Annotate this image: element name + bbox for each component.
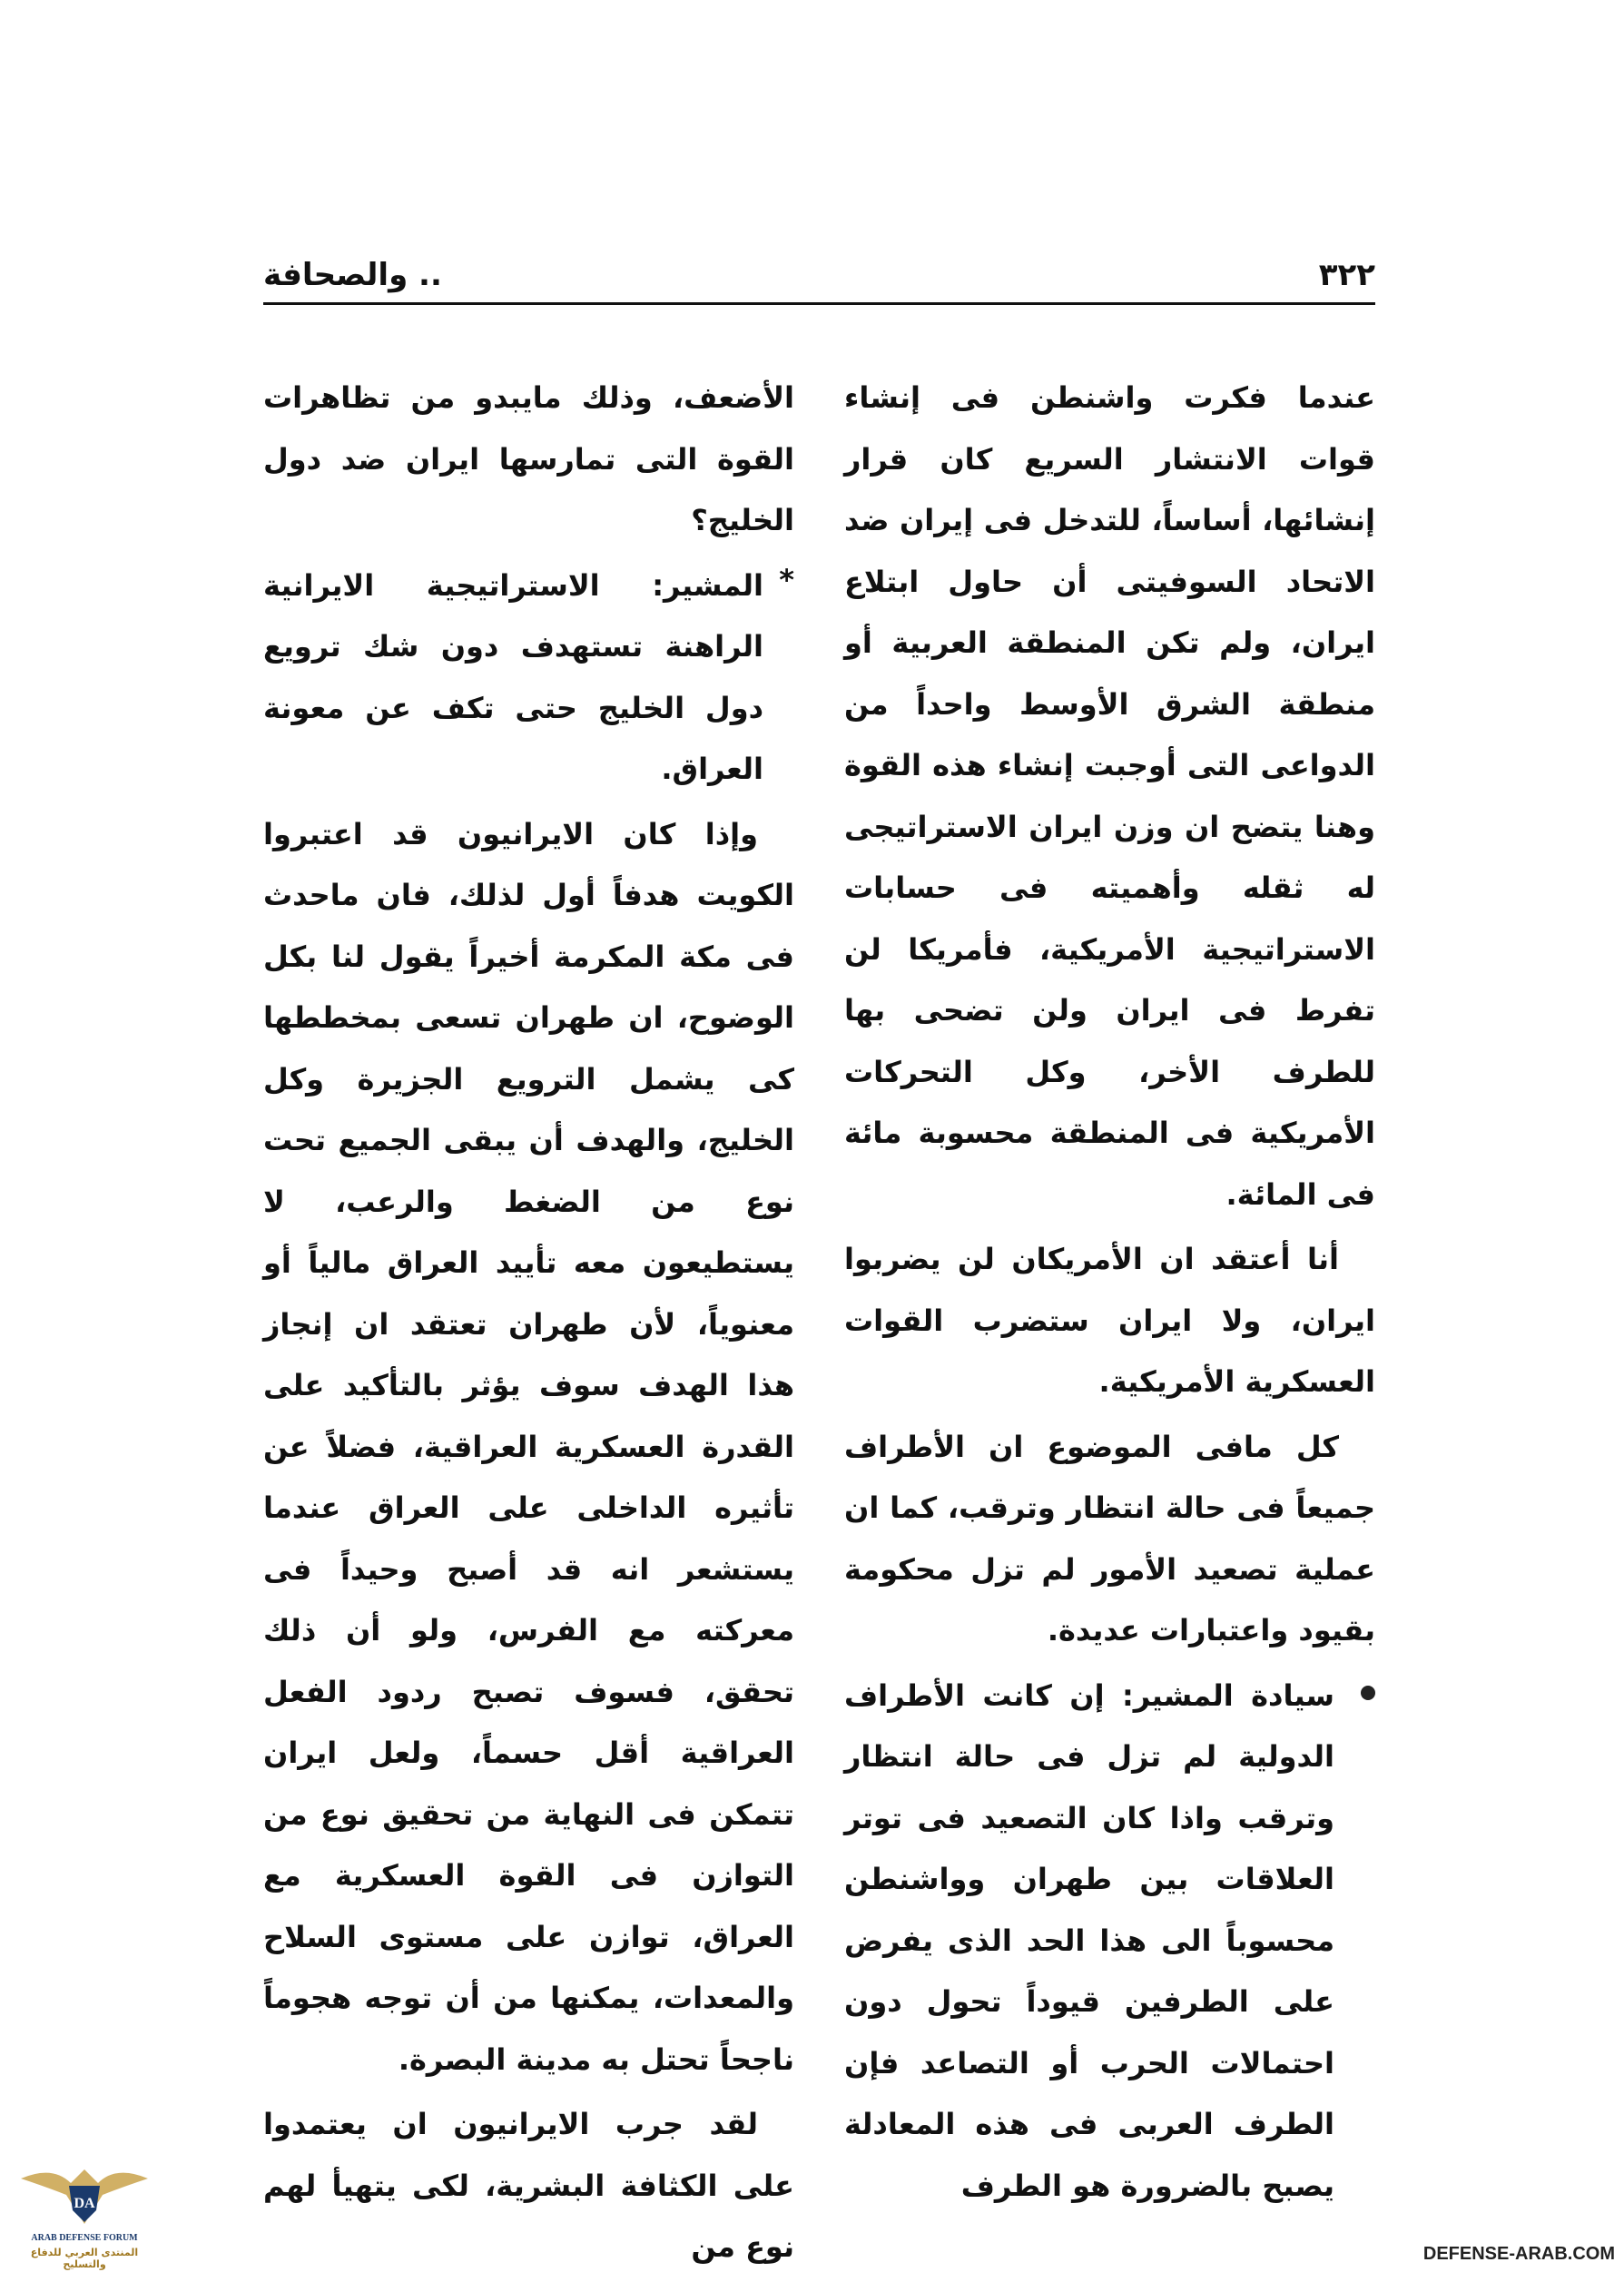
- asterisk-icon: *: [779, 562, 794, 597]
- bullet-question: [844, 1666, 1375, 2218]
- page-header: [263, 257, 1375, 305]
- forum-logo: [16, 2160, 153, 2269]
- page-number: ٣٢٢: [1318, 257, 1375, 293]
- bullet-icon: [1361, 1686, 1375, 1700]
- logo-caption-en: ARAB DEFENSE FORUM: [31, 2233, 138, 2243]
- text-column-right: [844, 368, 1375, 2220]
- paragraph: سيادة المشير: إن كانت الأطراف الدولية لم تزل فى حالة انتظار وترقب واذا كان التصعيد فى توتر العلاقات بين طهران وواشنطن محسوباً الى هذا الحد الذى يفرض على الطرفين قيوداً تحول دون احتمالات الحرب أو التصاعد فإن الطرف العربى فى هذه المعادلة يصبح بالضرورة هو الطرف: [844, 1677, 1334, 2203]
- paragraph: لقد جرب الايرانيون ان يعتمدوا على الكثافة البشرية، لكى يتهيأ لهم نوع من: [263, 2107, 794, 2264]
- paragraph: كل مافى الموضوع ان الأطراف جميعاً فى حالة انتظار وترقب، كما ان عملية تصعيد الأمور لم تزل محكومة بقيود واعتبارات عديدة.: [844, 1429, 1375, 1648]
- logo-initials: DA: [74, 2196, 95, 2211]
- paragraph: عندما فكرت واشنطن فى إنشاء قوات الانتشار السريع كان قرار إنشائها، أساساً، للتدخل فى إيران ضد الاتحاد السوفيتى أن حاول ابتلاع ايران، ولم تكن المنطقة العربية أو منطقة الشرق الأوسط واحداً من الدواعى التى أوجبت إنشاء هذه القوة وهنا يتضح ان وزن ايران الاستراتيجى له ثقله وأهميته فى حسابات الاستراتيجية الأمريكية، فأمريكا لن تفرط فى ايران ولن تضحى بها للطرف الأخر، وكل التحركات الأمريكية فى المنطقة محسوبة مائة فى المائة.: [844, 380, 1375, 1212]
- paragraph: وإذا كان الايرانيون قد اعتبروا الكويت هدفاً أول لذلك، فان ماحدث فى مكة المكرمة أخيراً يقول لنا بكل الوضوح، ان طهران تسعى بمخططها كى يشمل الترويع الجزيرة وكل الخليج، والهدف أن يبقى الجميع تحت نوع من الضغط والرعب، لا يستطيعون معه تأييد العراق مالياً أو معنوياً، لأن طهران تعتقد ان إنجاز هذا الهدف سوف يؤثر بالتأكيد على القدرة العسكرية العراقية، فضلاً عن تأثيره الداخلى على العراق عندما يستشعر انه قد أصبح وحيداً فى معركته مع الفرس، ولو أن ذلك تحقق، فسوف تصبح ردود الفعل العراقية أقل حسماً، ولعل ايران تتمكن فى النهاية من تحقيق نوع من التوازن فى القوة العسكرية مع العراق، توازن على مستوى السلاح والمعدات، يمكنها من أن توجه هجوماً ناجحاً تحتل به مدينة البصرة.: [263, 816, 794, 2077]
- logo-caption-ar: المنتدى العربي للدفاع والتسليح: [30, 2247, 139, 2270]
- answer-paragraph: [263, 556, 794, 801]
- site-watermark: DEFENSE-ARAB.COM: [1422, 2244, 1615, 2264]
- text-column-left: [263, 368, 794, 2282]
- paragraph: الأضعف، وذلك مايبدو من تظاهرات القوة التى تمارسها ايران ضد دول الخليج؟: [263, 380, 794, 537]
- eagle-shield-icon: [16, 2160, 153, 2233]
- paragraph: أنا أعتقد ان الأمريكان لن يضربوا ايران، ولا ايران ستضرب القوات العسكرية الأمريكية.: [844, 1242, 1375, 1399]
- section-title: .. والصحافة: [263, 257, 442, 293]
- paragraph: المشير: الاستراتيجية الايرانية الراهنة تستهدف دون شك ترويع دول الخليج حتى تكف عن معونة العراق.: [263, 567, 763, 786]
